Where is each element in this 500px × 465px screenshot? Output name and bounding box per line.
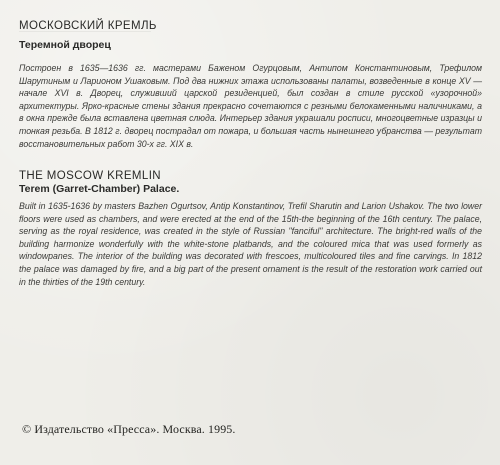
divider <box>19 31 151 32</box>
english-title: Terem (Garret-Chamber) Palace. <box>19 183 180 195</box>
russian-title: Теремной дворец <box>19 39 111 51</box>
english-title-section <box>19 183 482 196</box>
english-header: THE MOSCOW KREMLIN <box>19 170 162 182</box>
english-description-section <box>19 200 482 288</box>
english-description: Built in 1635-1636 by masters Bazhen Ogurtsov, Antip Konstantinov, Trefil Sharutin and Larion Ushakov. The two lower floors were used as chambers, and were erected at the end of the 15th-the beginning of the 16th century. The palace, serving as the royal residence, was created in the style of Russian "fanciful" architecture. The bright-red walls of the building harmonize wonderfully with the white-stone platbands, and the coloured mica that was used formerly as windowpanes. The interior of the building was decorated with frescoes, multicoloured tiles and fine carvings. In 1812 the palace was damaged by fire, and a big part of the present ornament is the result of the restoration work carried out in the thirties of the 19th century. <box>19 201 482 287</box>
russian-header: МОСКОВСКИЙ КРЕМЛЬ <box>19 20 157 32</box>
publisher-copyright: © Издательство «Пресса». Москва. 1995. <box>22 422 236 436</box>
russian-title-section <box>19 39 482 52</box>
russian-description-section <box>19 62 482 150</box>
footer-section <box>22 422 442 436</box>
russian-description: Построен в 1635—1636 гг. мастерами Баженом Огурцовым, Антипом Константиновым, Трефилом Шарутиным и Ларионом Ушаковым. Под два нижних этажа использованы палаты, возведенные в конце XV — начале XVI в. Дворец, служивший царской резиденцией, был создан в стиле русской «узорочной» архитектуры. Ярко-красные стены здания прекрасно сочетаются с резными белокаменными наличниками, а в окна прежде была вставлена цветная слюда. Интерьер здания украшали росписи, многоцветные изразцы и тонкая резьба. В 1812 г. дворец пострадал от пожара, и большая часть нынешнего убранства — результат восстановительных работ 30-х гг. XIX в. <box>19 63 482 149</box>
english-section <box>19 169 482 183</box>
